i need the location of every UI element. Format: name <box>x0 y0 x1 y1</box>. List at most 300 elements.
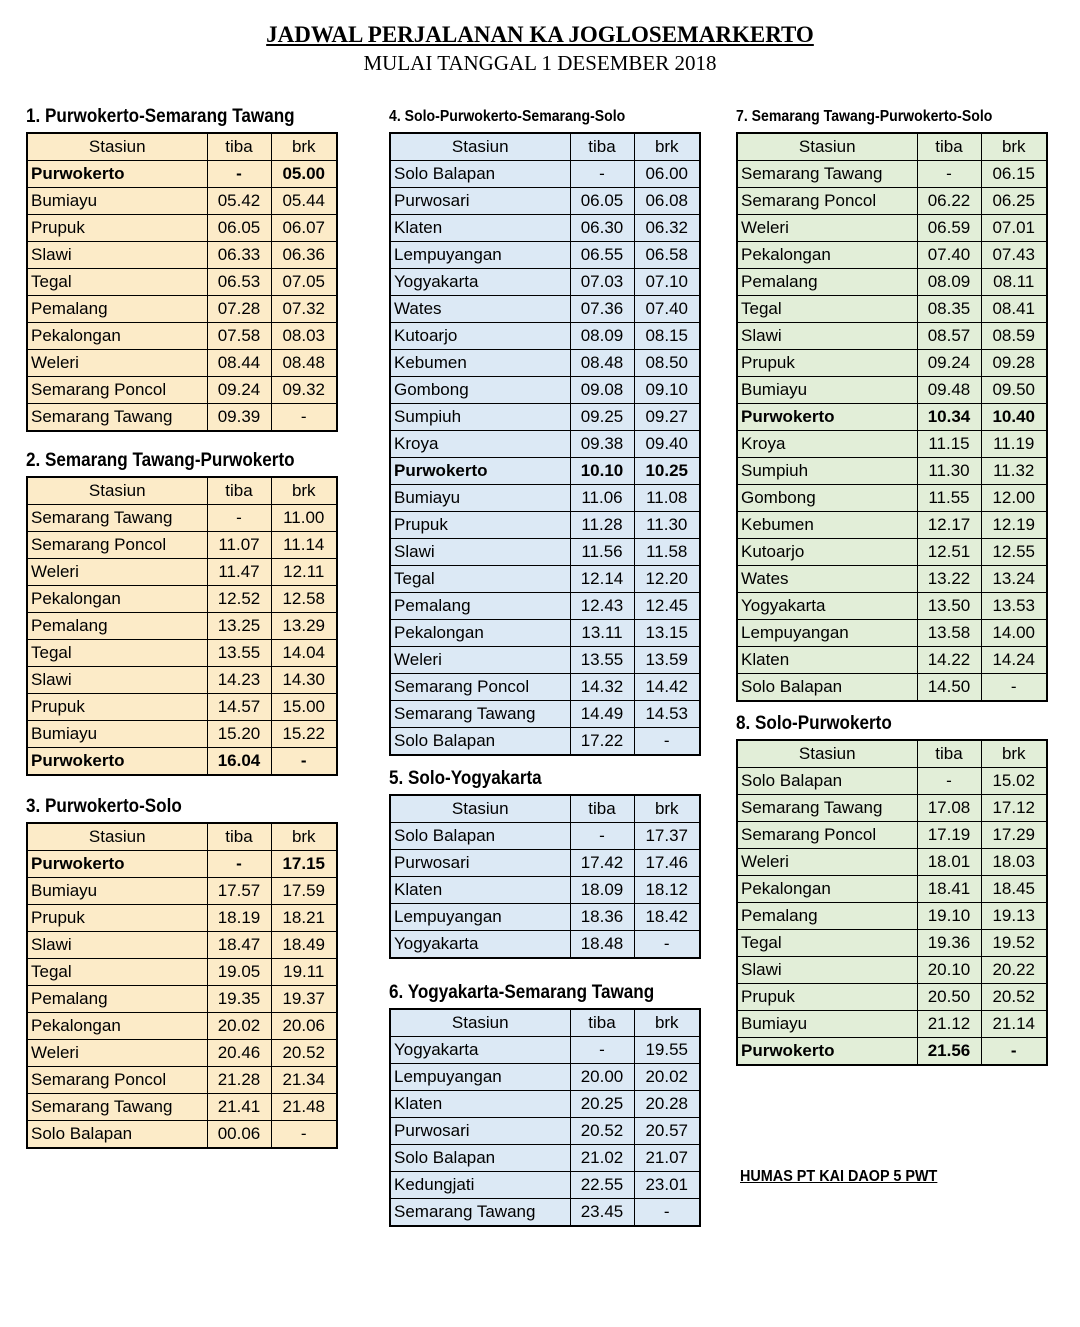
table-row <box>27 1094 337 1121</box>
arrival-cell: 11.56 <box>570 539 634 566</box>
schedule-table <box>389 794 701 959</box>
station-cell: Pekalongan <box>27 586 207 613</box>
departure-cell: 05.44 <box>271 188 337 215</box>
departure-cell: 06.25 <box>981 188 1047 215</box>
arrival-cell: 07.40 <box>917 242 981 269</box>
arrival-cell: 12.43 <box>570 593 634 620</box>
departure-cell: 07.40 <box>634 296 700 323</box>
arrival-cell: 11.15 <box>917 431 981 458</box>
table-row <box>390 215 700 242</box>
column-header-brk: brk <box>981 740 1047 768</box>
column-header-brk: brk <box>271 823 337 851</box>
table-row <box>27 748 337 776</box>
departure-cell: 18.21 <box>271 905 337 932</box>
departure-cell: - <box>271 1121 337 1149</box>
station-cell: Klaten <box>390 1091 570 1118</box>
table-row <box>27 404 337 432</box>
table-row <box>390 1172 700 1199</box>
station-cell: Pekalongan <box>737 876 917 903</box>
arrival-cell: 14.32 <box>570 674 634 701</box>
table-header-row <box>27 133 337 161</box>
departure-cell: - <box>981 1038 1047 1066</box>
table-row <box>27 878 337 905</box>
departure-cell: 07.43 <box>981 242 1047 269</box>
station-cell: Pemalang <box>737 903 917 930</box>
arrival-cell: 11.30 <box>917 458 981 485</box>
departure-cell: 06.07 <box>271 215 337 242</box>
table-row <box>27 350 337 377</box>
table-row <box>737 242 1047 269</box>
table-header-row <box>390 795 700 823</box>
departure-cell: - <box>981 674 1047 702</box>
table-row <box>27 613 337 640</box>
arrival-cell: 21.12 <box>917 1011 981 1038</box>
table-row <box>390 593 700 620</box>
departure-cell: 11.08 <box>634 485 700 512</box>
arrival-cell: 18.41 <box>917 876 981 903</box>
column-header-tiba: tiba <box>570 795 634 823</box>
table-row <box>737 876 1047 903</box>
table-row <box>737 161 1047 188</box>
arrival-cell: 14.49 <box>570 701 634 728</box>
departure-cell: 19.52 <box>981 930 1047 957</box>
table-row <box>390 404 700 431</box>
station-cell: Purwokerto <box>737 404 917 431</box>
station-cell: Wates <box>737 566 917 593</box>
column-header-tiba: tiba <box>570 1009 634 1037</box>
column-header-brk: brk <box>634 133 700 161</box>
station-cell: Lempuyangan <box>390 1064 570 1091</box>
station-cell: Prupuk <box>737 984 917 1011</box>
arrival-cell: 09.39 <box>207 404 271 432</box>
column-header-stasiun: Stasiun <box>390 133 570 161</box>
table-row <box>737 768 1047 795</box>
column-header-brk: brk <box>981 133 1047 161</box>
table-row <box>390 1037 700 1064</box>
table-row <box>737 296 1047 323</box>
table-header-row <box>737 740 1047 768</box>
column-header-tiba: tiba <box>917 740 981 768</box>
arrival-cell: 00.06 <box>207 1121 271 1149</box>
table-row <box>390 904 700 931</box>
table-row <box>27 986 337 1013</box>
schedule-title: 7. Semarang Tawang-Purwokerto-Solo <box>736 108 993 125</box>
station-cell: Prupuk <box>390 512 570 539</box>
table-row <box>27 505 337 532</box>
table-row <box>737 215 1047 242</box>
table-row <box>390 647 700 674</box>
departure-cell: 13.29 <box>271 613 337 640</box>
departure-cell: 09.50 <box>981 377 1047 404</box>
station-cell: Bumiayu <box>27 188 207 215</box>
station-cell: Pekalongan <box>737 242 917 269</box>
schedule-title: 6. Yogyakarta-Semarang Tawang <box>389 982 655 1003</box>
table-row <box>390 188 700 215</box>
departure-cell: 14.24 <box>981 647 1047 674</box>
table-row <box>390 377 700 404</box>
table-row <box>737 984 1047 1011</box>
departure-cell: 20.02 <box>634 1064 700 1091</box>
departure-cell: 07.05 <box>271 269 337 296</box>
station-cell: Bumiayu <box>27 878 207 905</box>
arrival-cell: - <box>917 768 981 795</box>
station-cell: Semarang Tawang <box>737 795 917 822</box>
schedule-table <box>736 132 1048 702</box>
arrival-cell: 20.46 <box>207 1040 271 1067</box>
station-cell: Semarang Tawang <box>27 1094 207 1121</box>
station-cell: Pekalongan <box>27 323 207 350</box>
station-cell: Wates <box>390 296 570 323</box>
arrival-cell: 17.57 <box>207 878 271 905</box>
departure-cell: 17.12 <box>981 795 1047 822</box>
departure-cell: 06.32 <box>634 215 700 242</box>
arrival-cell: - <box>207 505 271 532</box>
departure-cell: 18.03 <box>981 849 1047 876</box>
station-cell: Tegal <box>27 640 207 667</box>
station-cell: Weleri <box>737 215 917 242</box>
table-row <box>27 559 337 586</box>
table-header-row <box>390 133 700 161</box>
table-row <box>27 532 337 559</box>
arrival-cell: 06.53 <box>207 269 271 296</box>
departure-cell: 09.32 <box>271 377 337 404</box>
departure-cell: 17.37 <box>634 823 700 850</box>
station-cell: Yogyakarta <box>390 1037 570 1064</box>
departure-cell: 11.19 <box>981 431 1047 458</box>
station-cell: Pekalongan <box>27 1013 207 1040</box>
arrival-cell: 21.02 <box>570 1145 634 1172</box>
departure-cell: 13.15 <box>634 620 700 647</box>
departure-cell: 18.45 <box>981 876 1047 903</box>
table-row <box>27 1013 337 1040</box>
arrival-cell: 05.42 <box>207 188 271 215</box>
station-cell: Kebumen <box>737 512 917 539</box>
station-cell: Purwosari <box>390 850 570 877</box>
station-cell: Solo Balapan <box>390 823 570 850</box>
table-row <box>737 377 1047 404</box>
table-row <box>390 823 700 850</box>
table-row <box>390 566 700 593</box>
station-cell: Sumpiuh <box>390 404 570 431</box>
station-cell: Pemalang <box>27 613 207 640</box>
departure-cell: 08.41 <box>981 296 1047 323</box>
table-row <box>737 512 1047 539</box>
column-header-stasiun: Stasiun <box>27 823 207 851</box>
arrival-cell: 18.47 <box>207 932 271 959</box>
arrival-cell: 09.38 <box>570 431 634 458</box>
station-cell: Slawi <box>737 323 917 350</box>
table-row <box>390 620 700 647</box>
arrival-cell: 23.45 <box>570 1199 634 1227</box>
column-header-stasiun: Stasiun <box>390 795 570 823</box>
arrival-cell: 08.09 <box>570 323 634 350</box>
table-row <box>27 851 337 878</box>
station-cell: Weleri <box>737 849 917 876</box>
departure-cell: 12.00 <box>981 485 1047 512</box>
arrival-cell: 17.19 <box>917 822 981 849</box>
table-row <box>390 701 700 728</box>
arrival-cell: 18.19 <box>207 905 271 932</box>
schedule-title: 1. Purwokerto-Semarang Tawang <box>26 106 295 127</box>
station-cell: Tegal <box>27 959 207 986</box>
table-row <box>737 458 1047 485</box>
departure-cell: 21.07 <box>634 1145 700 1172</box>
schedule-table <box>389 132 701 756</box>
table-row <box>737 269 1047 296</box>
departure-cell: 21.14 <box>981 1011 1047 1038</box>
table-row <box>390 1091 700 1118</box>
departure-cell: 12.11 <box>271 559 337 586</box>
arrival-cell: 20.25 <box>570 1091 634 1118</box>
departure-cell: 19.37 <box>271 986 337 1013</box>
departure-cell: 06.58 <box>634 242 700 269</box>
station-cell: Semarang Poncol <box>27 532 207 559</box>
table-row <box>27 296 337 323</box>
page-title: JADWAL PERJALANAN KA JOGLOSEMARKERTO <box>266 22 814 47</box>
arrival-cell: 20.10 <box>917 957 981 984</box>
table-row <box>390 485 700 512</box>
arrival-cell: 09.48 <box>917 377 981 404</box>
departure-cell: 13.59 <box>634 647 700 674</box>
station-cell: Sumpiuh <box>737 458 917 485</box>
station-cell: Pemalang <box>390 593 570 620</box>
schedule-title: 5. Solo-Yogyakarta <box>389 768 542 789</box>
departure-cell: 12.58 <box>271 586 337 613</box>
table-row <box>737 431 1047 458</box>
station-cell: Bumiayu <box>27 721 207 748</box>
departure-cell: 08.50 <box>634 350 700 377</box>
station-cell: Semarang Tawang <box>390 1199 570 1227</box>
table-row <box>737 485 1047 512</box>
table-row <box>390 850 700 877</box>
station-cell: Prupuk <box>27 215 207 242</box>
arrival-cell: 06.30 <box>570 215 634 242</box>
arrival-cell: - <box>570 161 634 188</box>
station-cell: Semarang Poncol <box>27 377 207 404</box>
station-cell: Kutoarjo <box>390 323 570 350</box>
table-row <box>390 674 700 701</box>
arrival-cell: 17.08 <box>917 795 981 822</box>
arrival-cell: 17.42 <box>570 850 634 877</box>
table-row <box>27 640 337 667</box>
arrival-cell: 21.28 <box>207 1067 271 1094</box>
departure-cell: 17.15 <box>271 851 337 878</box>
arrival-cell: 13.25 <box>207 613 271 640</box>
station-cell: Prupuk <box>27 905 207 932</box>
arrival-cell: 13.11 <box>570 620 634 647</box>
arrival-cell: 12.17 <box>917 512 981 539</box>
station-cell: Purwokerto <box>27 748 207 776</box>
station-cell: Weleri <box>27 559 207 586</box>
arrival-cell: 08.57 <box>917 323 981 350</box>
table-row <box>737 188 1047 215</box>
departure-cell: - <box>271 404 337 432</box>
column-header-brk: brk <box>634 1009 700 1037</box>
table-row <box>27 323 337 350</box>
schedule-title: 4. Solo-Purwokerto-Semarang-Solo <box>389 108 626 125</box>
schedule-table <box>736 739 1048 1066</box>
table-row <box>390 242 700 269</box>
arrival-cell: 12.52 <box>207 586 271 613</box>
station-cell: Pekalongan <box>390 620 570 647</box>
arrival-cell: 14.50 <box>917 674 981 702</box>
arrival-cell: 11.47 <box>207 559 271 586</box>
departure-cell: 10.25 <box>634 458 700 485</box>
arrival-cell: 12.14 <box>570 566 634 593</box>
arrival-cell: 20.52 <box>570 1118 634 1145</box>
table-header-row <box>390 1009 700 1037</box>
table-row <box>737 795 1047 822</box>
station-cell: Kroya <box>390 431 570 458</box>
arrival-cell: 22.55 <box>570 1172 634 1199</box>
departure-cell: 11.58 <box>634 539 700 566</box>
table-row <box>737 1038 1047 1066</box>
station-cell: Klaten <box>390 215 570 242</box>
departure-cell: 15.00 <box>271 694 337 721</box>
departure-cell: - <box>634 1199 700 1227</box>
table-row <box>737 903 1047 930</box>
station-cell: Purwokerto <box>27 851 207 878</box>
departure-cell: 11.30 <box>634 512 700 539</box>
schedule-title: 2. Semarang Tawang-Purwokerto <box>26 450 295 471</box>
departure-cell: 19.55 <box>634 1037 700 1064</box>
station-cell: Lempuyangan <box>390 904 570 931</box>
schedule-title: 8. Solo-Purwokerto <box>736 713 892 734</box>
table-row <box>390 161 700 188</box>
arrival-cell: 18.48 <box>570 931 634 959</box>
arrival-cell: 15.20 <box>207 721 271 748</box>
arrival-cell: 14.23 <box>207 667 271 694</box>
departure-cell: 09.27 <box>634 404 700 431</box>
station-cell: Purwosari <box>390 188 570 215</box>
station-cell: Tegal <box>737 296 917 323</box>
arrival-cell: 08.48 <box>570 350 634 377</box>
table-row <box>27 377 337 404</box>
departure-cell: 18.12 <box>634 877 700 904</box>
arrival-cell: 12.51 <box>917 539 981 566</box>
station-cell: Slawi <box>27 242 207 269</box>
departure-cell: 13.24 <box>981 566 1047 593</box>
table-row <box>27 694 337 721</box>
table-row <box>27 215 337 242</box>
station-cell: Semarang Poncol <box>737 188 917 215</box>
arrival-cell: 06.22 <box>917 188 981 215</box>
arrival-cell: 10.34 <box>917 404 981 431</box>
departure-cell: 15.02 <box>981 768 1047 795</box>
departure-cell: 06.08 <box>634 188 700 215</box>
arrival-cell: - <box>207 161 271 188</box>
table-row <box>390 1064 700 1091</box>
arrival-cell: 06.59 <box>917 215 981 242</box>
station-cell: Semarang Tawang <box>390 701 570 728</box>
table-row <box>390 296 700 323</box>
departure-cell: 11.00 <box>271 505 337 532</box>
departure-cell: 17.59 <box>271 878 337 905</box>
arrival-cell: 17.22 <box>570 728 634 756</box>
table-row <box>27 932 337 959</box>
table-header-row <box>27 823 337 851</box>
table-row <box>390 1118 700 1145</box>
footer-credit: HUMAS PT KAI DAOP 5 PWT <box>740 1168 938 1185</box>
table-row <box>27 1040 337 1067</box>
departure-cell: 08.11 <box>981 269 1047 296</box>
table-row <box>390 458 700 485</box>
arrival-cell: 13.50 <box>917 593 981 620</box>
arrival-cell: 19.35 <box>207 986 271 1013</box>
arrival-cell: 09.08 <box>570 377 634 404</box>
departure-cell: 20.06 <box>271 1013 337 1040</box>
table-row <box>27 269 337 296</box>
station-cell: Purwosari <box>390 1118 570 1145</box>
arrival-cell: 07.36 <box>570 296 634 323</box>
station-cell: Prupuk <box>27 694 207 721</box>
column-header-stasiun: Stasiun <box>390 1009 570 1037</box>
schedule-table <box>26 822 338 1149</box>
schedule-title: 3. Purwokerto-Solo <box>26 796 182 817</box>
departure-cell: 12.19 <box>981 512 1047 539</box>
departure-cell: 07.10 <box>634 269 700 296</box>
departure-cell: 07.01 <box>981 215 1047 242</box>
station-cell: Semarang Poncol <box>390 674 570 701</box>
table-row <box>27 188 337 215</box>
departure-cell: 17.46 <box>634 850 700 877</box>
departure-cell: 20.52 <box>271 1040 337 1067</box>
departure-cell: 14.42 <box>634 674 700 701</box>
departure-cell: 08.48 <box>271 350 337 377</box>
arrival-cell: 06.55 <box>570 242 634 269</box>
arrival-cell: 21.56 <box>917 1038 981 1066</box>
station-cell: Yogyakarta <box>390 931 570 959</box>
departure-cell: 20.28 <box>634 1091 700 1118</box>
departure-cell: 12.45 <box>634 593 700 620</box>
table-row <box>390 269 700 296</box>
column-header-brk: brk <box>634 795 700 823</box>
station-cell: Solo Balapan <box>737 674 917 702</box>
arrival-cell: - <box>570 1037 634 1064</box>
table-row <box>390 350 700 377</box>
station-cell: Bumiayu <box>737 377 917 404</box>
station-cell: Solo Balapan <box>390 728 570 756</box>
arrival-cell: 08.09 <box>917 269 981 296</box>
table-row <box>27 161 337 188</box>
arrival-cell: 14.22 <box>917 647 981 674</box>
departure-cell: 12.55 <box>981 539 1047 566</box>
table-row <box>737 674 1047 702</box>
arrival-cell: 20.00 <box>570 1064 634 1091</box>
table-row <box>27 242 337 269</box>
arrival-cell: 18.09 <box>570 877 634 904</box>
station-cell: Yogyakarta <box>737 593 917 620</box>
arrival-cell: 10.10 <box>570 458 634 485</box>
table-row <box>737 539 1047 566</box>
arrival-cell: 16.04 <box>207 748 271 776</box>
departure-cell: 18.49 <box>271 932 337 959</box>
table-row <box>737 593 1047 620</box>
table-row <box>27 667 337 694</box>
departure-cell: 14.53 <box>634 701 700 728</box>
station-cell: Semarang Poncol <box>27 1067 207 1094</box>
departure-cell: 11.32 <box>981 458 1047 485</box>
departure-cell: 14.00 <box>981 620 1047 647</box>
station-cell: Slawi <box>27 667 207 694</box>
departure-cell: - <box>634 728 700 756</box>
arrival-cell: - <box>207 851 271 878</box>
station-cell: Semarang Tawang <box>27 505 207 532</box>
departure-cell: 09.28 <box>981 350 1047 377</box>
arrival-cell: 13.55 <box>570 647 634 674</box>
station-cell: Weleri <box>27 350 207 377</box>
departure-cell: 20.52 <box>981 984 1047 1011</box>
